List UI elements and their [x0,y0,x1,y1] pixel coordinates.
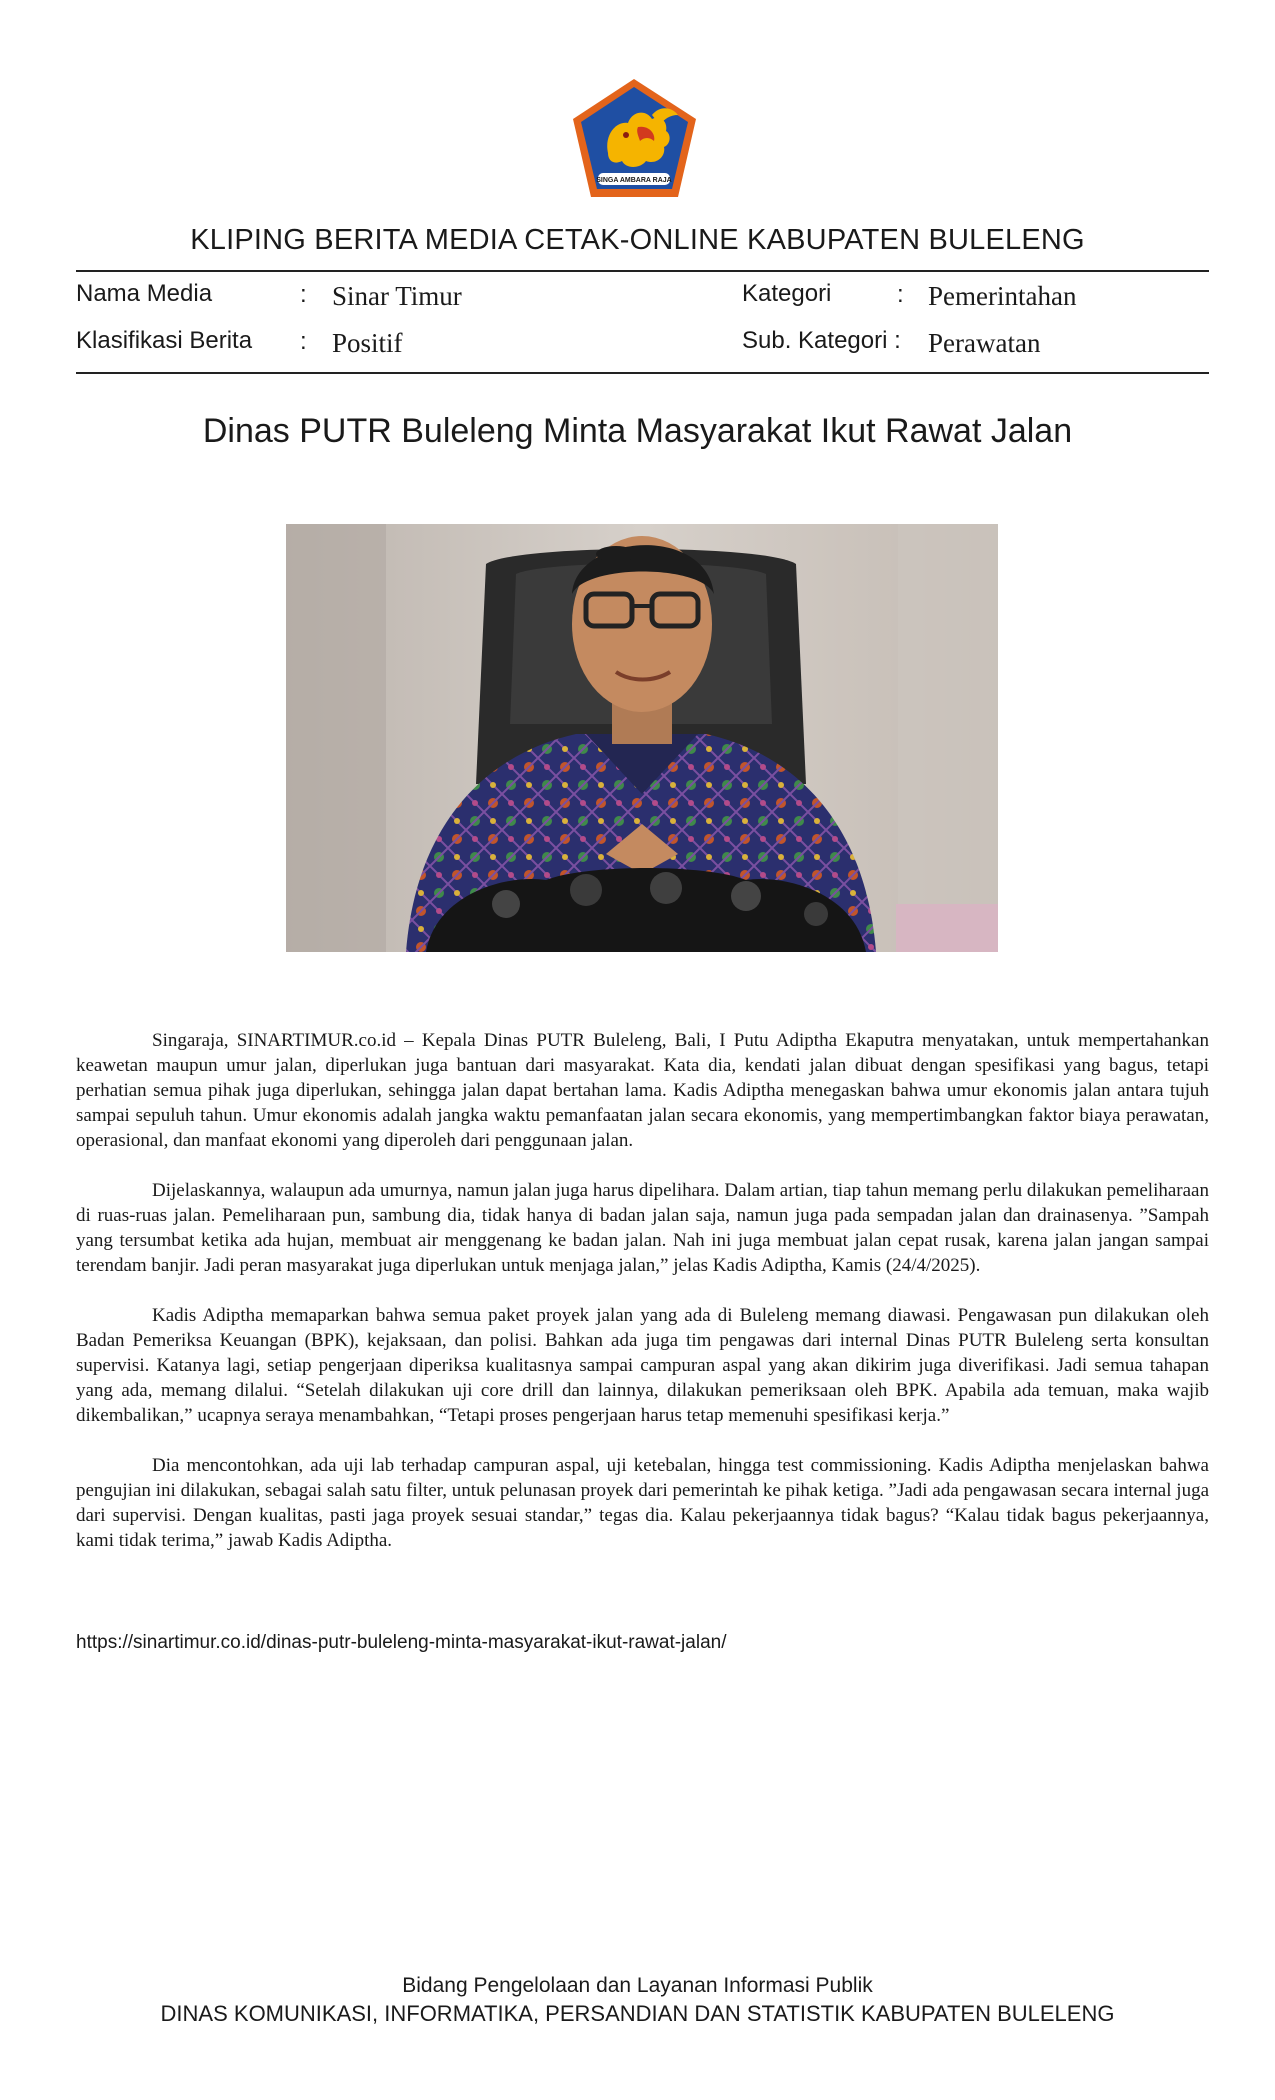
article-paragraph-2: Dijelaskannya, walaupun ada umurnya, namun jalan juga harus dipelihara. Dalam artian, tiap tahun memang perlu dilakukan pemeliharaan di ruas-ruas jalan. Pemeliharaan pun, sambung dia, tidak hanya di badan jalan saja, namun juga pada sempadan jalan dan drainasenya. ”Sampah yang tersumbat ketika ada hujan, membuat air menggenang ke badan jalan. Nah ini juga membuat jalan cepat rusak, karena jalan jangan sampai terendam banjir. Jadi peran masyarakat juga diperlukan untuk menjaga jalan,” jelas Kadis Adiptha, Kamis (24/4/2025). [76,1180,1209,1276]
crest-svg [568,75,701,202]
footer-agency: DINAS KOMUNIKASI, INFORMATIKA, PERSANDIAN DAN STATISTIK KABUPATEN BULELENG [160,2001,1115,2026]
media-label: Nama Media [76,280,213,307]
bottom-rule [76,372,1209,374]
kabupaten-buleleng-crest-icon [568,75,701,202]
photo-illustration [286,524,998,952]
subcategory-label: Sub. Kategori : [742,327,901,354]
source-link[interactable]: https://sinartimur.co.id/dinas-putr-buleleng-minta-masyarakat-ikut-rawat-jalan/ [76,1632,727,1653]
subcategory-value: Perawatan [928,328,1041,358]
media-colon: : [300,281,307,308]
article-paragraph-3: Kadis Adiptha memaparkan bahwa semua paket proyek jalan yang ada di Buleleng memang diawasi. Pengawasan pun dilakukan oleh Badan Pemeriksa Keuangan (BPK), kejaksaan, dan polisi. Bahkan ada juga tim pengawas dari internal Dinas PUTR Buleleng serta konsultan supervisi. Katanya lagi, setiap pengerjaan diperiksa kualitasnya sampai campuran aspal yang akan dikirim juga diverifikasi. Jadi semua tahapan yang ada, memang dilalui. “Setelah dilakukan uji core drill dan lainnya, dilakukan pemeriksaan oleh BPK. Apabila ada temuan, maka wajib dikembalikan,” ucapnya seraya menambahkan, “Tetapi proses pengerjaan harus tetap memenuhi spesifikasi kerja.” [76,1305,1209,1426]
clipping-title: KLIPING BERITA MEDIA CETAK-ONLINE KABUPATEN BULELENG [190,224,1085,256]
crest-motto: SINGA AMBARA RAJA [596,177,672,184]
article-paragraph-1: Singaraja, SINARTIMUR.co.id – Kepala Dinas PUTR Buleleng, Bali, I Putu Adiptha Ekaputra menyatakan, untuk mempertahankan keawetan maupun umur jalan, diperlukan juga bantuan dari masyarakat. Kata dia, kendati jalan dibuat dengan spesifikasi yang bagus, tetapi perhatian semua pihak juga diperlukan, sehingga jalan dapat bertahan lama. Kadis Adiptha menegaskan bahwa umur ekonomis jalan antara tujuh sampai sepuluh tahun. Umur ekonomis adalah jangka waktu pemanfaatan jalan secara ekonomis, yang mempertimbangkan faktor biaya perawatan, operasional, dan manfaat ekonomi yang diperoleh dari penggunaan jalan. [76,1030,1209,1151]
media-value: Sinar Timur [332,281,462,311]
article-body [76,1028,1209,1578]
top-rule [76,270,1209,272]
article-headline: Dinas PUTR Buleleng Minta Masyarakat Ikut Rawat Jalan [202,412,1073,450]
classification-label: Klasifikasi Berita [76,327,253,354]
category-colon: : [897,281,904,308]
classification-colon: : [300,328,307,355]
portrait-photo-icon [286,524,998,952]
article-paragraph-4: Dia mencontohkan, ada uji lab terhadap campuran aspal, uji ketebalan, hingga test commissioning. Kadis Adiptha menjelaskan bahwa pengujian ini dilakukan, sebagai salah satu filter, untuk pelunasan proyek dari pemerintah ke pihak ketiga. ”Jadi ada pengawasan secara internal juga dari supervisi. Dengan kualitas, pasti jaga proyek sesuai standar,” tegas dia. Kalau pekerjaannya tidak bagus? “Kalau tidak bagus pekerjaannya, kami tidak terima,” jawab Kadis Adiptha. [76,1455,1209,1551]
category-value: Pemerintahan [928,281,1077,311]
classification-value: Positif [332,328,403,358]
category-label: Kategori [742,280,832,307]
footer-division: Bidang Pengelolaan dan Layanan Informasi Publik [402,1974,873,1997]
